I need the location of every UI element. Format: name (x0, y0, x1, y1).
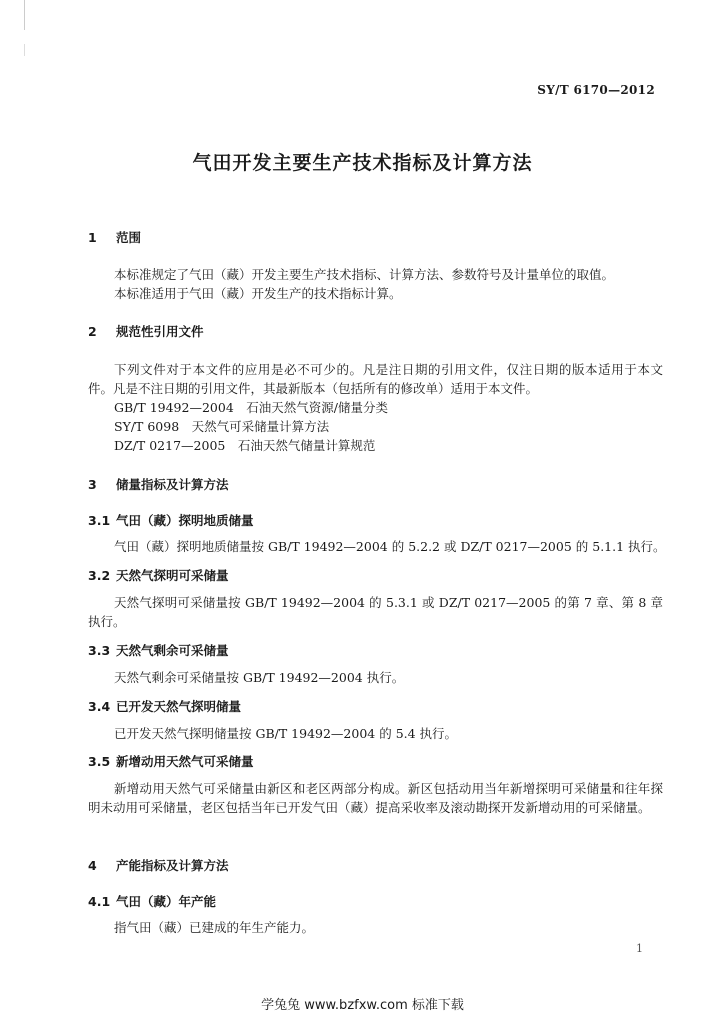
section-1-heading (88, 228, 141, 246)
section-title: 范围 (116, 230, 142, 245)
section-title: 天然气剩余可采储量 (116, 643, 229, 658)
section-2-heading (88, 322, 204, 340)
section-title: 储量指标及计算方法 (116, 477, 229, 492)
subsection-3-4-heading (88, 697, 241, 715)
section-number: 4 (88, 858, 97, 873)
scan-edge-mark (24, 0, 25, 30)
reference-item: DZ/T 0217—2005 石油天然气储量计算规范 (114, 438, 376, 453)
section-title: 产能指标及计算方法 (116, 858, 229, 873)
paragraph: 本标准适用于气田（藏）开发生产的技术指标计算。 (114, 286, 402, 301)
section-title: 规范性引用文件 (116, 324, 204, 339)
subsection-3-1-heading (88, 511, 254, 529)
section-number: 2 (88, 324, 97, 339)
footer-watermark: 学兔兔 www.bzfxw.com 标准下载 (261, 998, 464, 1013)
section-number: 4.1 (88, 894, 111, 909)
paragraph: 天然气探明可采储量按 GB/T 19492—2004 的 5.3.1 或 DZ/T 0217—2005 的第 7 章、第 8 章执行。 (88, 595, 663, 629)
reference-item: SY/T 6098 天然气可采储量计算方法 (114, 419, 330, 434)
subsection-3-5-heading (88, 752, 254, 770)
paragraph: 已开发天然气探明储量按 GB/T 19492—2004 的 5.4 执行。 (114, 726, 458, 741)
section-title: 新增动用天然气可采储量 (116, 754, 254, 769)
standard-code: SY/T 6170—2012 (537, 83, 655, 97)
section-title: 天然气探明可采储量 (116, 568, 229, 583)
section-number: 3.5 (88, 754, 111, 769)
paragraph: 指气田（藏）已建成的年生产能力。 (114, 920, 315, 935)
section-4-heading (88, 856, 229, 874)
reference-item: GB/T 19492—2004 石油天然气资源/储量分类 (114, 400, 388, 415)
section-number: 3.4 (88, 699, 111, 714)
section-number: 3.3 (88, 643, 111, 658)
subsection-3-3-heading (88, 641, 229, 659)
subsection-3-2-heading (88, 566, 229, 584)
section-title: 已开发天然气探明储量 (116, 699, 242, 714)
paragraph: 气田（藏）探明地质储量按 GB/T 19492—2004 的 5.2.2 或 DZ/T 0217—2005 的 5.1.1 执行。 (114, 539, 666, 554)
page-number: 1 (636, 942, 643, 955)
section-title: 气田（藏）探明地质储量 (116, 513, 254, 528)
section-number: 3 (88, 477, 97, 492)
section-number: 3.2 (88, 568, 111, 583)
section-3-heading (88, 475, 229, 493)
scan-edge-mark (24, 44, 25, 56)
section-number: 3.1 (88, 513, 111, 528)
section-title: 气田（藏）年产能 (116, 894, 217, 909)
paragraph: 新增动用天然气可采储量由新区和老区两部分构成。新区包括动用当年新增探明可采储量和往年探明未动用可采储量，老区包括当年已开发气田（藏）提高采收率及滚动勘探开发新增动用的可采储量。 (88, 781, 663, 815)
document-title: 气田开发主要生产技术指标及计算方法 (192, 152, 533, 174)
section-number: 1 (88, 230, 97, 245)
paragraph: 本标准规定了气田（藏）开发主要生产技术指标、计算方法、参数符号及计量单位的取值。 (114, 267, 615, 282)
subsection-4-1-heading (88, 892, 216, 910)
paragraph: 天然气剩余可采储量按 GB/T 19492—2004 执行。 (114, 670, 405, 685)
paragraph: 下列文件对于本文件的应用是必不可少的。凡是注日期的引用文件，仅注日期的版本适用于本文件。凡是不注日期的引用文件，其最新版本（包括所有的修改单）适用于本文件。 (88, 362, 663, 396)
